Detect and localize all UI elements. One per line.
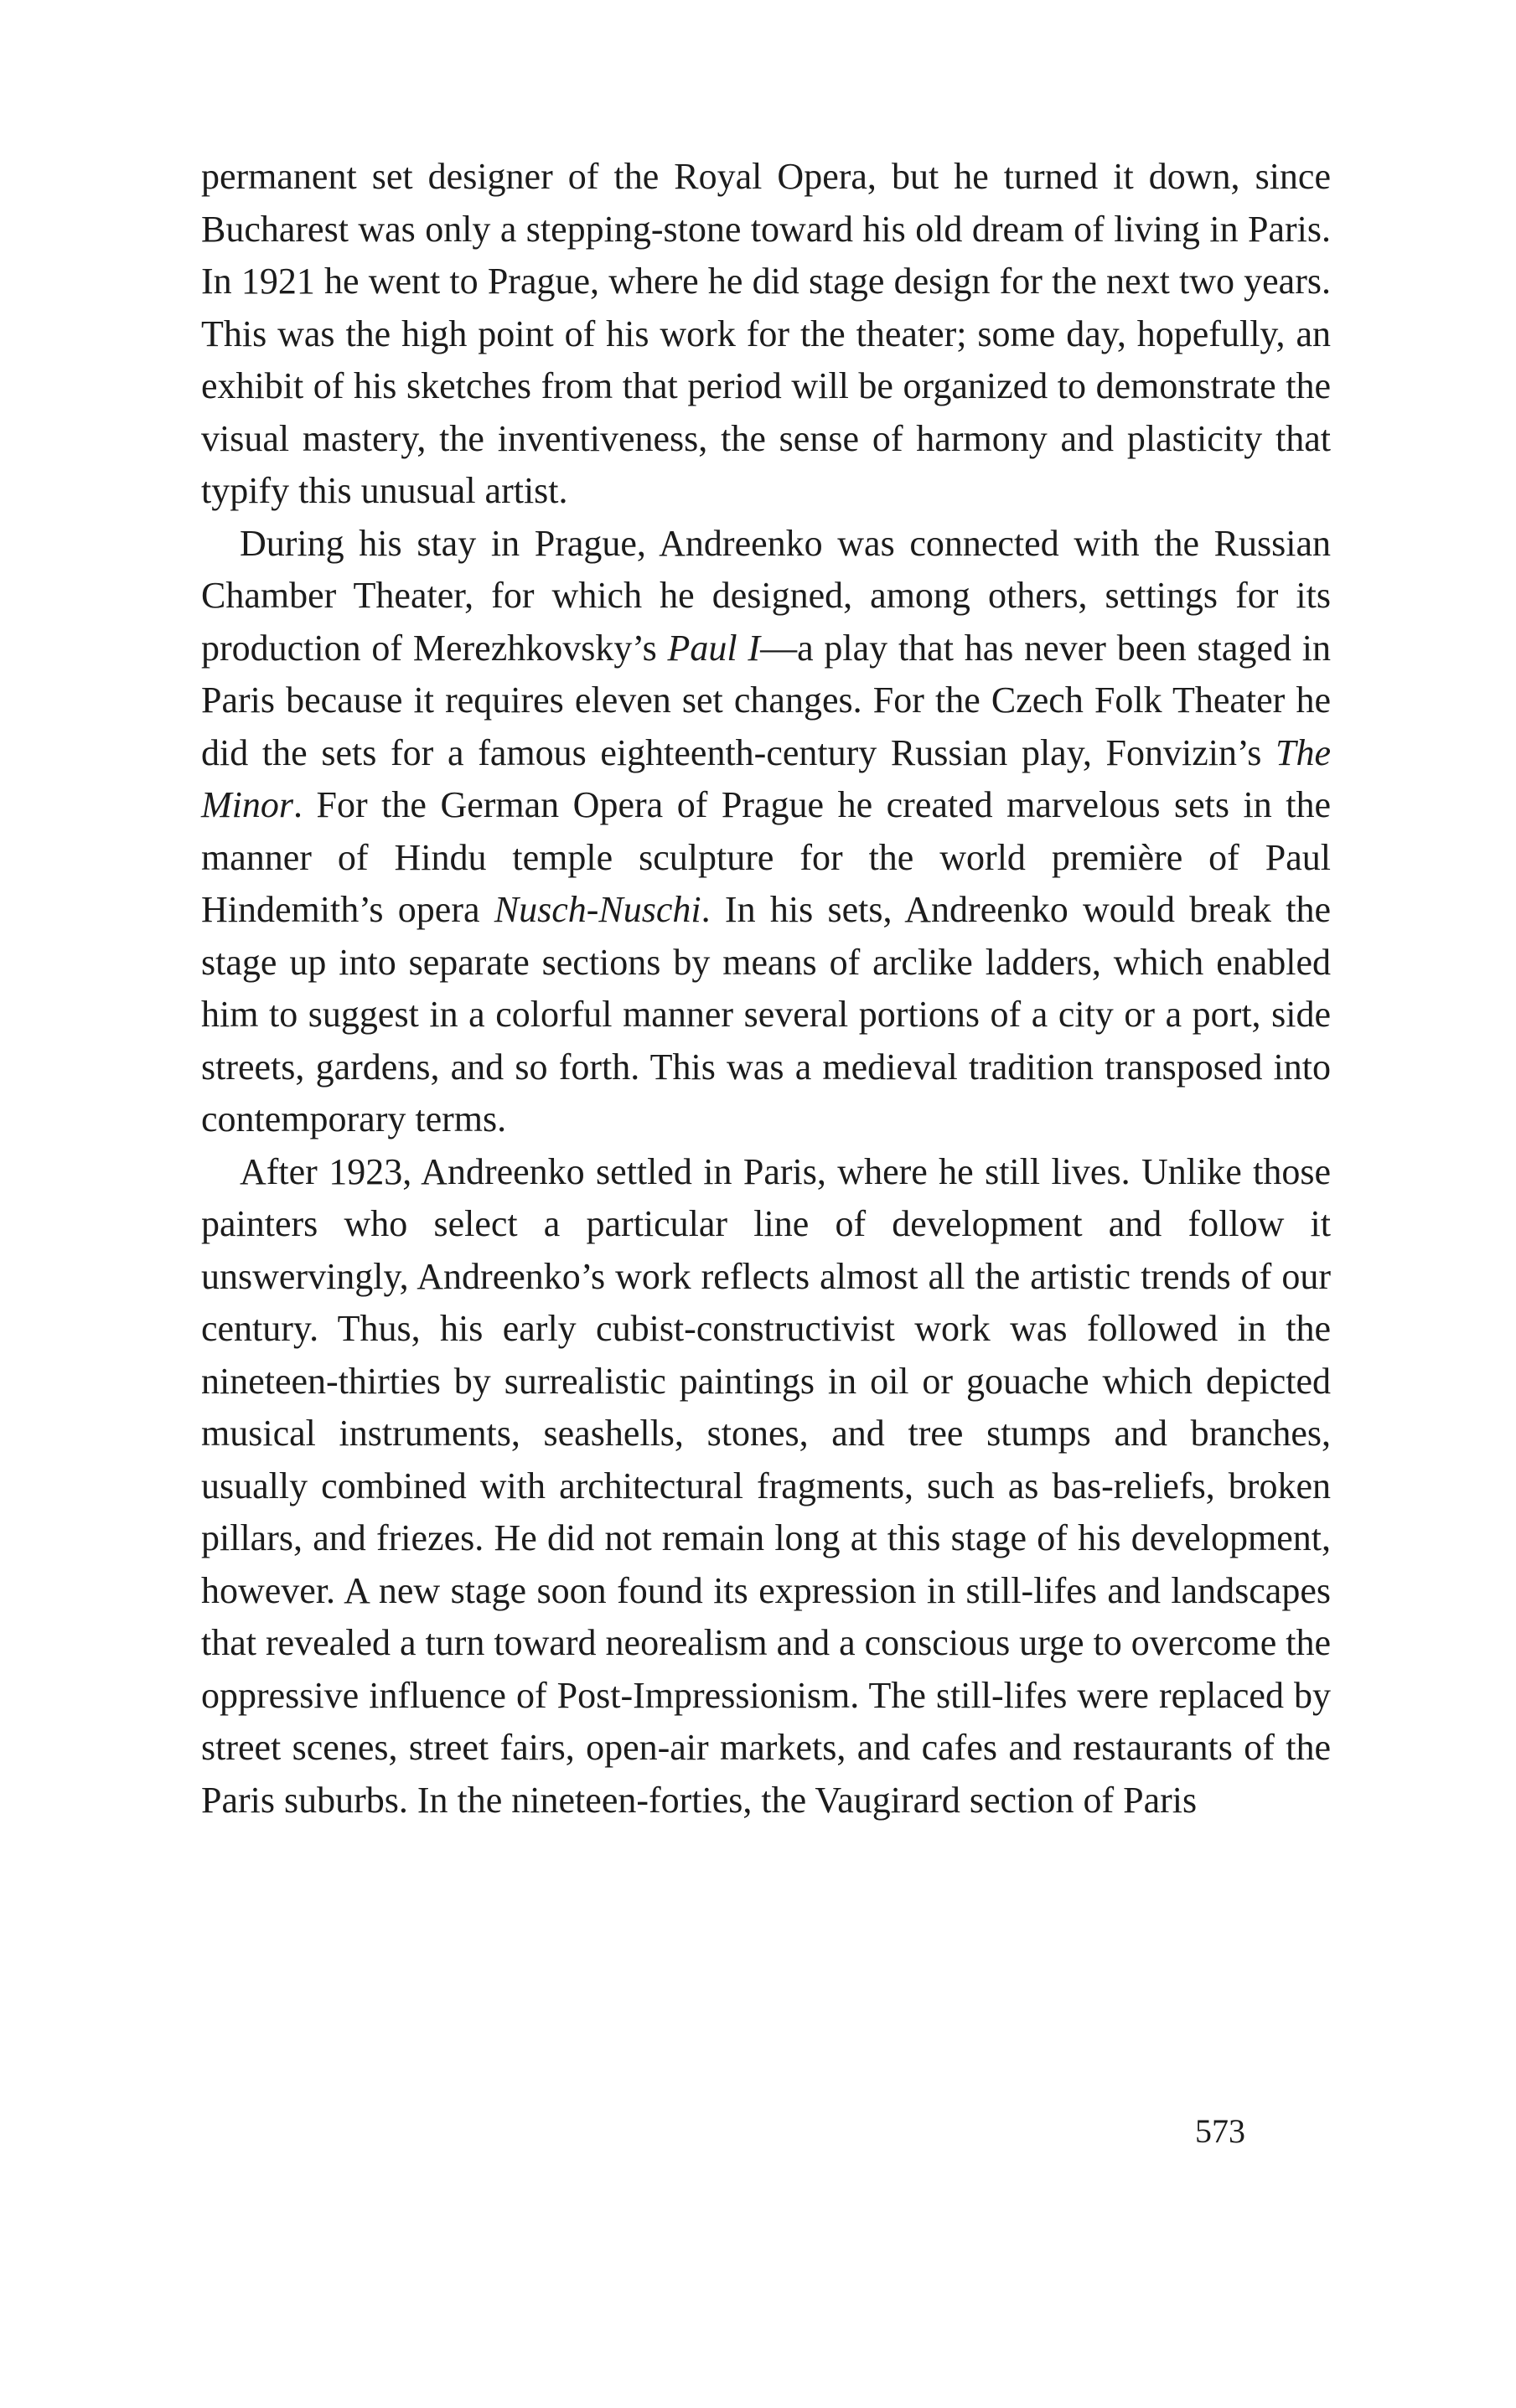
paragraph-2-text-d: . In his sets, Andreenko would break the stage up into separate sections by means of arclike ladders, which enabled him to suggest in a colorful manner several portions of a city or a port, side streets, gardens, and so forth. This was a medieval tradition transposed into contemporary terms. [201,889,1331,1139]
title-paul-i: Paul I [667,627,761,669]
title-nusch-nuschi: Nusch-Nuschi [494,889,701,930]
paragraph-2-text-a: During his stay in Prague, Andreenko was connected with the Russian Chamber Theater, for which he designed, among others, settings for its production of Merezhkovsky’s [201,522,1331,669]
paragraph-2-text-b: —a play that has never been staged in Paris because it requires eleven set changes. For the Czech Folk Theater he did the sets for a famous eighteenth-century Russian play, Fonvizin’s [201,627,1331,773]
paragraph-3 [201,1146,1331,1827]
title-the-minor: The Minor [201,731,1331,825]
paragraph-3-text: After 1923, Andreenko settled in Paris, where he still lives. Unlike those painters who select a particular line of development and follow it unswervingly, Andreenko’s work reflects almost all the artistic trends of our century. Thus, his early cubist-constructivist work was followed in the nineteen-thirties by surrealistic paintings in oil or gouache which depicted musical instruments, seashells, stones, and tree stumps and branches, usually combined with architectural fragments, such as bas-reliefs, broken pillars, and friezes. He did not remain long at this stage of his development, however. A new stage soon found its expression in still-lifes and landscapes that revealed a turn toward neorealism and a conscious urge to overcome the oppressive influence of Post-Impressionism. The still-lifes were replaced by street scenes, street fairs, open-air markets, and cafes and restaurants of the Paris suburbs. In the nineteen-forties, the Vaugirard section of Paris [201,1150,1332,1821]
paragraph-2-text-c: . For the German Opera of Prague he created marvelous sets in the manner of Hindu temple sculpture for the world première of Paul Hindemith’s opera [201,784,1331,930]
paragraph-1-text: permanent set designer of the Royal Opera, but he turned it down, since Bucharest was only a stepping-stone toward his old dream of living in Paris. In 1921 he went to Prague, where he did stage design for the next two years. This was the high point of his work for the theater; some day, hopefully, an exhibit of his sketches from that period will be organized to demonstrate the visual mastery, the inventiveness, the sense of harmony and plasticity that typify this unusual artist. [201,156,1331,511]
page-number: 573 [1195,2112,1245,2150]
paragraph-1 [201,151,1331,518]
body-text [201,151,1331,1827]
paragraph-2 [201,518,1331,1146]
